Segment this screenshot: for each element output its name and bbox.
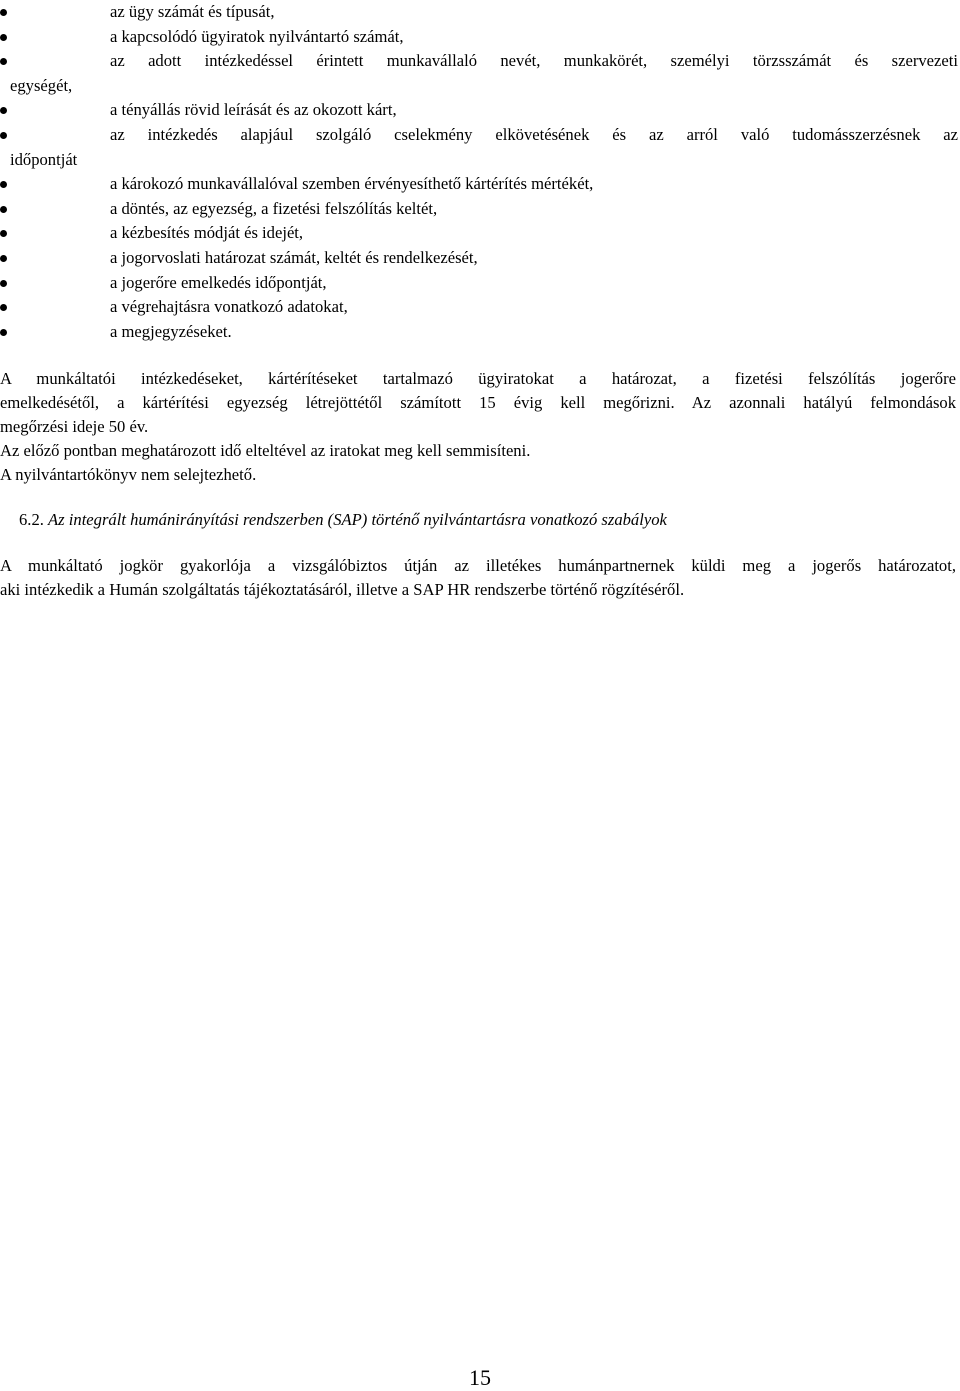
list-item-text: a kézbesítés módját és idejét, [110, 223, 304, 243]
list-item-text: az ügy számát és típusát, [110, 2, 275, 21]
bullet-icon [0, 58, 7, 65]
paragraph-line: A munkáltató jogkör gyakorlója a vizsgálóbiztos útján az illetékes humánpartnernek küldi meg a jogerős határozatot, [0, 556, 956, 575]
list-item [0, 271, 958, 296]
bullet-icon [0, 304, 7, 311]
list-item [0, 49, 958, 98]
bullet-list [0, 0, 958, 344]
bullet-icon [0, 255, 7, 262]
list-item-text: a tényállás rövid leírását és az okozott kárt, [110, 100, 397, 120]
list-item [0, 320, 958, 345]
list-item-text: az intézkedés alapjául szolgáló cselekmény elkövetésének és az arról való tudomásszerzésnek az [110, 124, 958, 144]
list-item [0, 25, 958, 50]
retention-paragraph [0, 367, 956, 487]
section-title: Az integrált humánirányítási rendszerben (SAP) történő nyilvántartásra vonatkozó szabályok [48, 510, 667, 529]
bullet-icon [0, 34, 7, 41]
paragraph-line: Az előző pontban meghatározott idő elteltével az iratokat meg kell semmisíteni. [0, 441, 531, 460]
list-item-text: a kapcsolódó ügyiratok nyilvántartó számát, [110, 26, 404, 46]
sap-paragraph [0, 554, 956, 602]
bullet-icon [0, 230, 7, 237]
bullet-icon [0, 107, 7, 114]
list-item [0, 98, 958, 123]
section-number: 6.2. [19, 510, 44, 529]
list-item [0, 295, 958, 320]
list-item-text: a döntés, az egyezség, a fizetési felszólítás keltét, [110, 198, 438, 218]
list-item [0, 197, 958, 222]
paragraph-line: aki intézkedik a Humán szolgáltatás tájékoztatásáról, illetve a SAP HR rendszerbe történő rögzítéséről. [0, 580, 685, 599]
bullet-icon [0, 329, 7, 336]
bullet-icon [0, 206, 7, 213]
list-item [0, 123, 958, 172]
list-item-text: a jogorvoslati határozat számát, keltét és rendelkezését, [110, 247, 478, 267]
list-item [0, 0, 958, 25]
list-item [0, 221, 958, 246]
list-item-text: az adott intézkedéssel érintett munkavállaló nevét, munkakörét, személyi törzsszámát és szervezeti [110, 51, 958, 71]
list-item-text: a megjegyzéseket. [110, 321, 232, 341]
list-item [0, 246, 958, 271]
page-number: 15 [469, 1365, 491, 1390]
list-item [0, 172, 958, 197]
list-item-text-continuation: időpontját [10, 149, 78, 169]
bullet-icon [0, 280, 7, 287]
paragraph-line: A nyilvántartókönyv nem selejtezhető. [0, 465, 257, 484]
paragraph-line: A munkáltatói intézkedéseket, kártérítéseket tartalmazó ügyiratokat a határozat, a fizetési felszólítás jogerőre [0, 369, 956, 388]
bullet-icon [0, 132, 7, 139]
bullet-icon [0, 181, 7, 188]
section-heading [0, 508, 667, 532]
bullet-icon [0, 9, 7, 16]
list-item-text: a jogerőre emelkedés időpontját, [110, 272, 327, 292]
paragraph-line: megőrzési ideje 50 év. [0, 417, 149, 436]
list-item-text: a végrehajtásra vonatkozó adatokat, [110, 297, 348, 317]
list-item-text-continuation: egységét, [10, 75, 73, 95]
list-item-text: a károkozó munkavállalóval szemben érvényesíthető kártérítés mértékét, [110, 174, 594, 194]
paragraph-line: emelkedésétől, a kártérítési egyezség létrejöttétől számított 15 évig kell megőrizni. Az azonnali hatályú felmondások [0, 393, 956, 412]
